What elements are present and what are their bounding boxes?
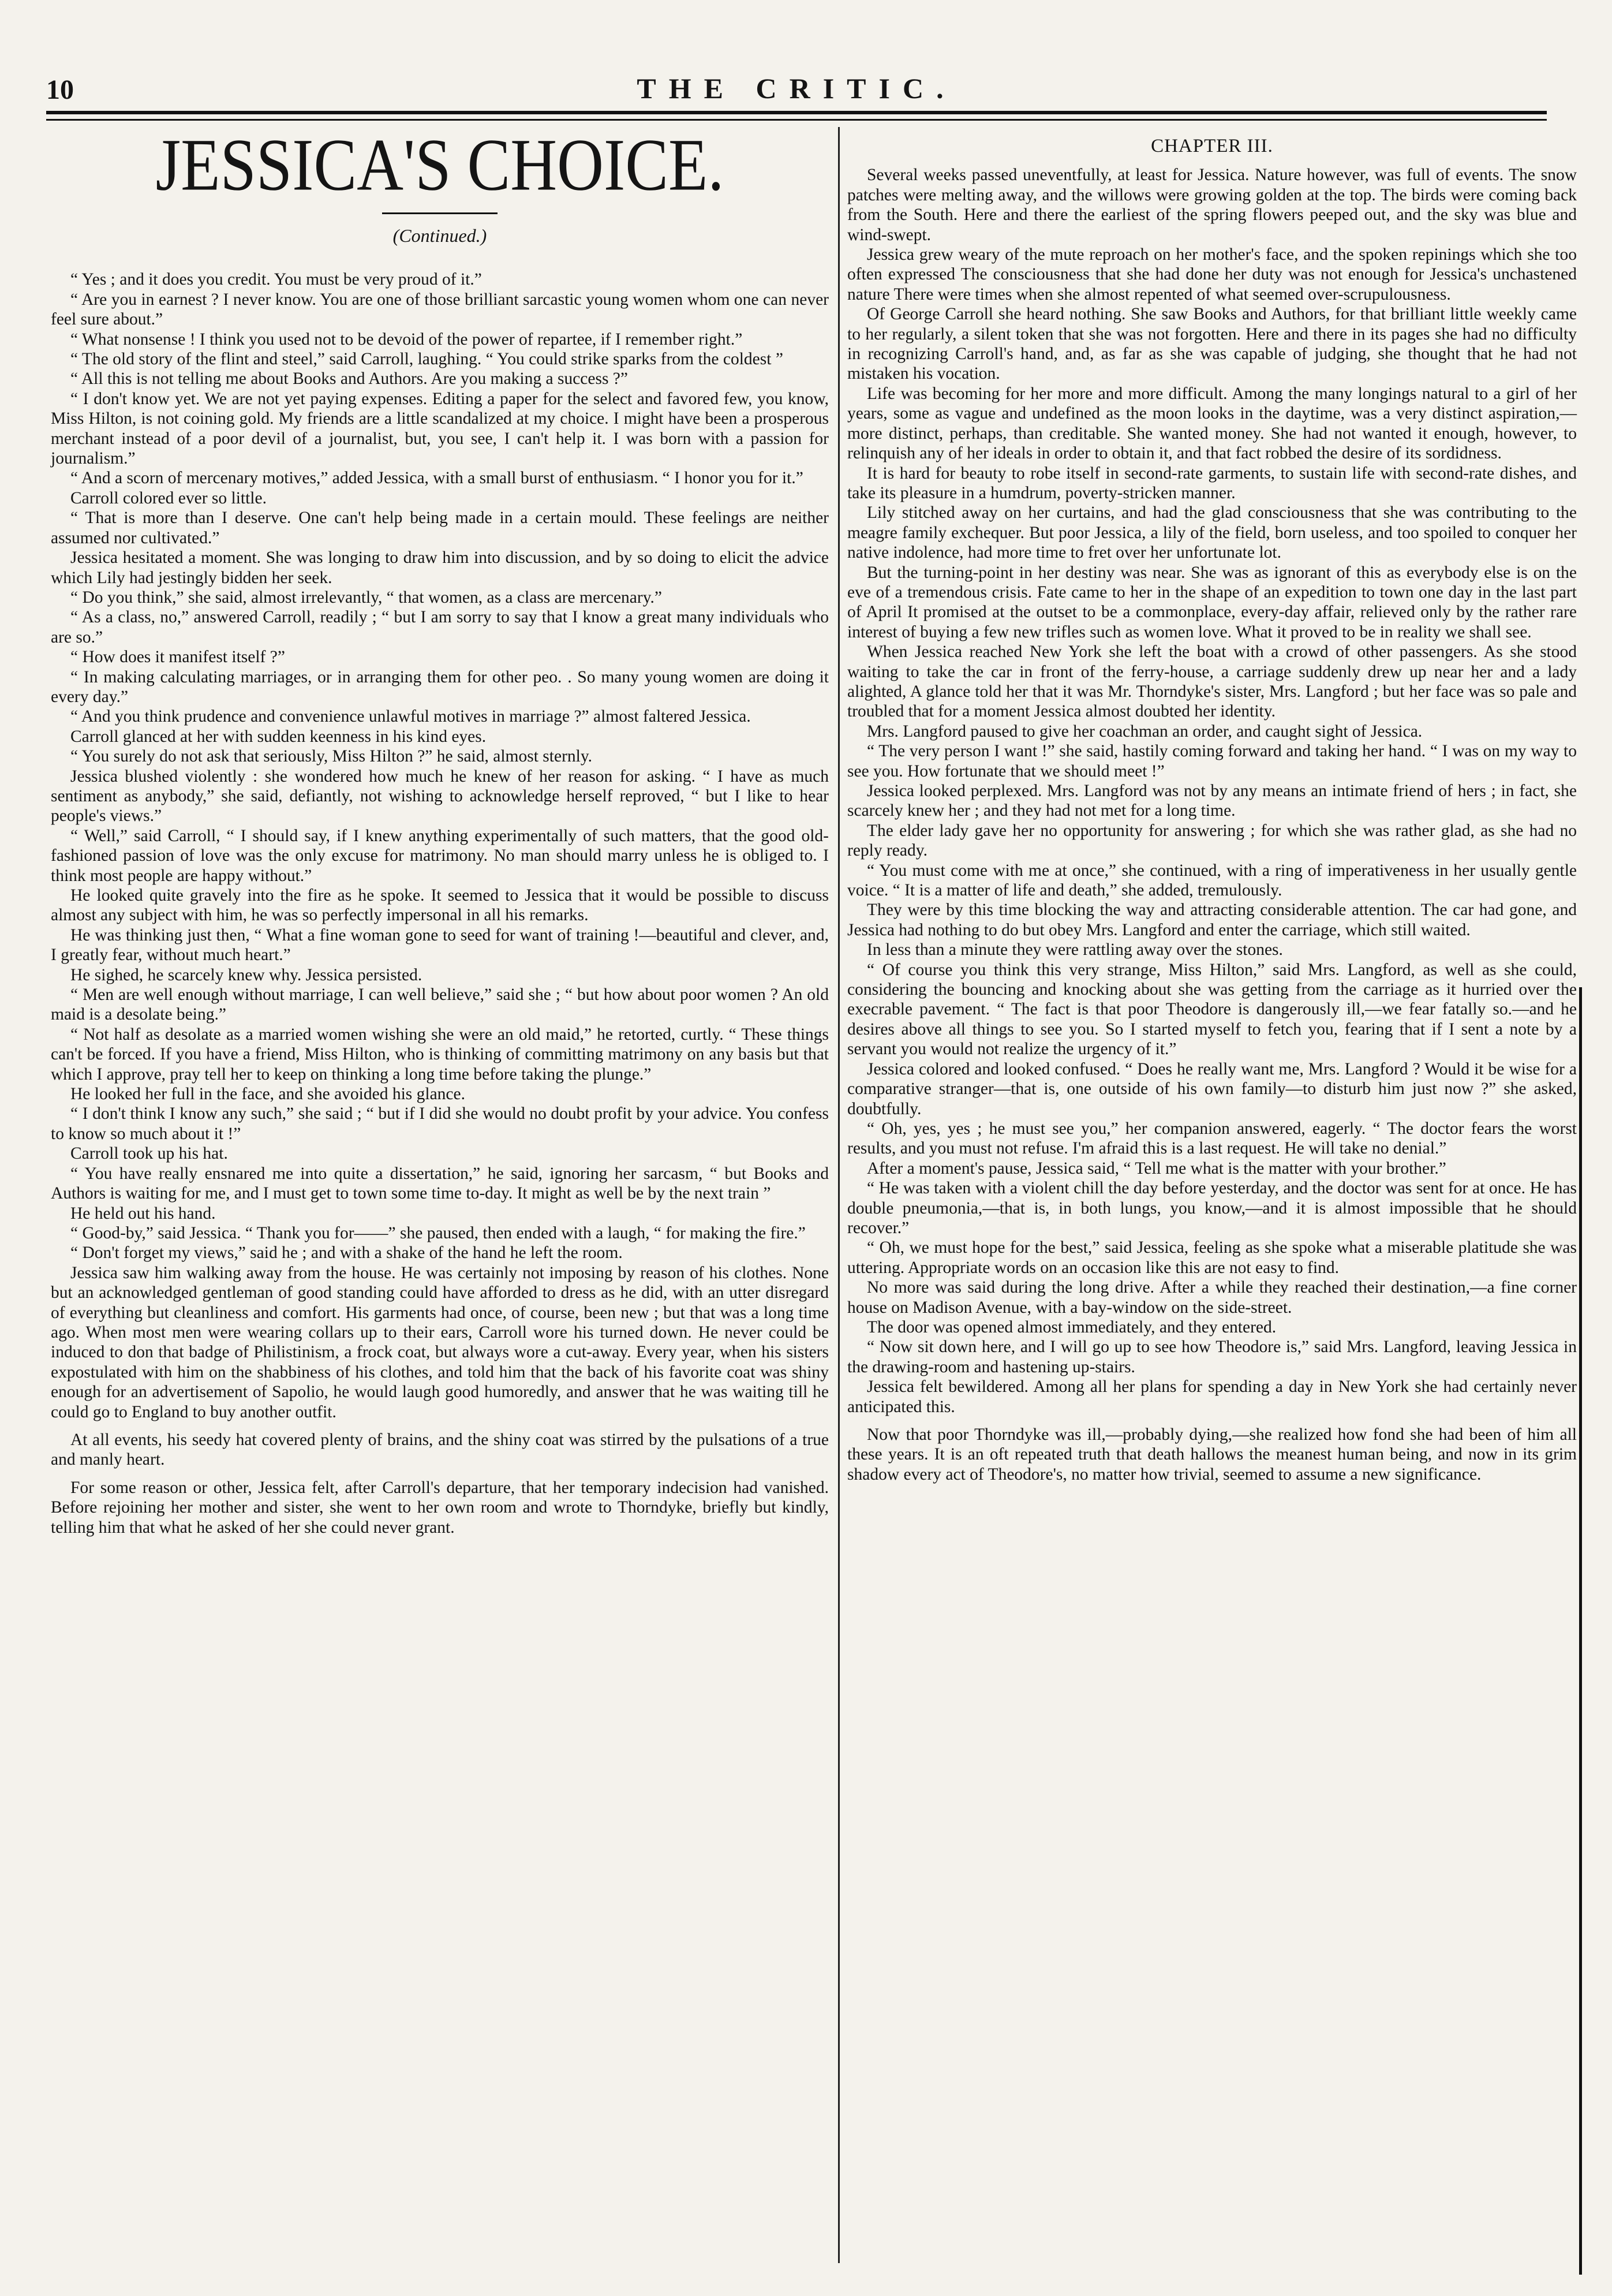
left-paragraphs <box>51 270 829 1537</box>
column-divider <box>838 127 840 2263</box>
paragraph: In less than a minute they were rattling away over the stones. <box>867 940 1283 960</box>
paragraph: Lily stitched away on her curtains, and had the glad consciousness that she was contributing to the meagre family exchequer. But poor Jessica, a lily of the field, born useless, and too spoiled to conquer her native indolence, had more time to fret over her unfortunate lot. <box>847 503 1577 562</box>
paragraph: Jessica looked perplexed. Mrs. Langford was not by any means an intimate friend of hers ; in fact, she scarcely knew her ; and they had not met for a long time. <box>847 782 1577 820</box>
paragraph: After a moment's pause, Jessica said, “ Tell me what is the matter with your brother.” <box>867 1159 1446 1178</box>
paragraph: “ Do you think,” she said, almost irrelevantly, “ that women, as a class are mercenary.” <box>70 588 663 607</box>
paragraph-gap <box>51 1422 829 1430</box>
left-column <box>51 124 829 1537</box>
paragraph: “ The very person I want !” she said, hastily coming forward and taking her hand. “ I was on my way to see you. How fortunate that we should meet !” <box>847 742 1577 781</box>
paragraph: At all events, his seedy hat covered plenty of brains, and the shiny coat was stirred by the pulsations of a true and manly heart. <box>51 1430 829 1469</box>
paragraph: But the turning-point in her destiny was near. She was as ignorant of this as everybody else is on the eve of a tremendous crisis. Fate came to her in the shape of an expedition to town one day in the last part of April It promised at the outset to be a commonplace, every-day affair, relieved only by the rather rare interest of buying a few new trifles such as women love. What it proved to be in reality we shall see. <box>847 563 1577 641</box>
paragraph: “ And a scorn of mercenary motives,” added Jessica, with a small burst of enthusiasm. “ I honor you for it.” <box>70 469 803 488</box>
right-paragraphs <box>847 165 1577 1484</box>
page-number: 10 <box>46 74 74 105</box>
paragraph: Carroll took up his hat. <box>70 1144 228 1163</box>
paragraph: “ As a class, no,” answered Carroll, readily ; “ but I am sorry to say that I know a great many individuals who are so.” <box>51 608 829 647</box>
paragraph: For some reason or other, Jessica felt, after Carroll's departure, that her temporary indecision had vanished. Before rejoining her mother and sister, she went to her own room and wrote to Thorndyke, briefly but kindly, telling him that what he asked of her she could never grant. <box>51 1478 829 1537</box>
paragraph: Jessica colored and looked confused. “ Does he really want me, Mrs. Langford ? Would it be wise for a comparative stranger—that is, one outside of his own family—to disturb him just now ?” she asked, doubtfully. <box>847 1059 1577 1118</box>
paragraph: Jessica grew weary of the mute reproach on her mother's face, and the spoken repinings which she too often expressed The consciousness that she had done her duty was not enough for Jessica's unchastened nature There were times when she almost repented of what seemed over-scrupulousness. <box>847 245 1577 304</box>
paragraph: Life was becoming for her more and more difficult. Among the many longings natural to a girl of her years, some as vague and undefined as the moon looks in the daytime, was a very distinct aspiration,—more distinct, perhaps, than creditable. She wanted money. She had not wanted it enough, however, to relinquish any of her ideals in order to obtain it, and that fact robbed the desire of its sordidness. <box>847 384 1577 463</box>
paragraph: Jessica saw him walking away from the house. He was certainly not imposing by reason of his clothes. None but an acknowledged gentleman of good standing could have afforded to dress as he did, with an utter disregard of everything but cleanliness and comfort. His garments had once, of course, been new ; but that was a long time ago. When most men were wearing collars up to their ears, Carroll wore his turned down. He never could be induced to don that badge of Philistinism, a frock coat, but always wore a cut-away. Every year, when his sisters expostulated with him on the shabbiness of his clothes, and told him that the back of his favorite coat was shiny enough for an advertisement of Sapolio, he would laugh good humoredly, and answer that he was waiting till he could go to England to buy another outfit. <box>51 1263 829 1421</box>
page-edge-bar <box>1579 987 1582 2275</box>
paragraph: He sighed, he scarcely knew why. Jessica persisted. <box>70 965 422 984</box>
paragraph: “ Are you in earnest ? I never know. You are one of those brilliant sarcastic young women whom one can never feel sure about.” <box>51 290 829 329</box>
paragraph: “ Yes ; and it does you credit. You must be very proud of it.” <box>70 270 482 289</box>
paragraph: “ Don't forget my views,” said he ; and with a shake of the hand he left the room. <box>70 1244 623 1263</box>
paragraph: Mrs. Langford paused to give her coachman an order, and caught sight of Jessica. <box>867 722 1423 741</box>
paragraph-gap <box>51 1470 829 1478</box>
story-title: JESSICA'S CHOICE. <box>155 124 724 207</box>
chapter-heading: CHAPTER III. <box>1151 136 1273 156</box>
paragraph: “ That is more than I deserve. One can't help being made in a certain mould. These feelings are neither assumed nor cultivated.” <box>51 509 829 547</box>
paragraph: “ How does it manifest itself ?” <box>70 648 285 667</box>
paragraph: “ Of course you think this very strange, Miss Hilton,” said Mrs. Langford, as well as she could, considering the bouncing and knocking about she was getting from the carriage as it hurried over the execrable pavement. “ The fact is that poor Theodore is dangerously ill,—we fear fatally so.—and he desires above all things to see you. So I started myself to fetch you, fearing that if I sent a note by a servant you would not realize the urgency of it.” <box>847 960 1577 1059</box>
paragraph: Several weeks passed uneventfully, at least for Jessica. Nature however, was full of events. The snow patches were melting away, and the willows were growing golden at the top. The birds were coming back from the South. Here and there the earliest of the spring flowers peeped out, and the sky was blue and wind-swept. <box>847 166 1577 244</box>
paragraph: Now that poor Thorndyke was ill,—probably dying,—she realized how fond she had been of him all these years. It is an oft repeated truth that death hallows the meanest human being, and now in its grim shadow every act of Theodore's, no matter how trivial, seemed to assume a new significance. <box>847 1425 1577 1484</box>
paragraph: “ In making calculating marriages, or in arranging them for other peo. . So many young women are doing it every day.” <box>51 667 829 706</box>
paragraph: The door was opened almost immediately, and they entered. <box>867 1317 1277 1336</box>
paragraph: The elder lady gave her no opportunity for answering ; for which she was rather glad, as she had no reply ready. <box>847 821 1577 860</box>
paragraph: Jessica felt bewildered. Among all her plans for spending a day in New York she had certainly never anticipated this. <box>847 1377 1577 1416</box>
paragraph: “ Now sit down here, and I will go up to see how Theodore is,” said Mrs. Langford, leaving Jessica in the drawing-room and hastening up-stairs. <box>847 1338 1577 1376</box>
paragraph: When Jessica reached New York she left the boat with a crowd of other passengers. As she stood waiting to take the car in front of the ferry-house, a carriage suddenly drew up near her and a lady alighted, A glance told her that it was Mr. Thorndyke's sister, Mrs. Langford ; but her face was so pale and troubled that for a moment Jessica almost doubted her identity. <box>847 643 1577 721</box>
header-rule-thick <box>46 111 1547 114</box>
running-title: THE CRITIC. <box>637 72 956 104</box>
header-rule-thin <box>46 119 1547 121</box>
paragraph: No more was said during the long drive. After a while they reached their destination,—a fine corner house on Madison Avenue, with a bay-window on the side-street. <box>847 1278 1577 1317</box>
paragraph: “ I don't think I know any such,” she said ; “ but if I did she would no doubt profit by your advice. You confess to know so much about it !” <box>51 1104 829 1143</box>
paragraph: It is hard for beauty to robe itself in second-rate garments, to sustain life with second-rate dishes, and take its pleasure in a humdrum, poverty-stricken manner. <box>847 464 1577 502</box>
paragraph: “ What nonsense ! I think you used not to be devoid of the power of repartee, if I remember right.” <box>70 330 743 349</box>
paragraph: He looked quite gravely into the fire as he spoke. It seemed to Jessica that it would be possible to discuss almost any subject with him, he was so perfectly impersonal in all his remarks. <box>51 886 829 925</box>
paragraph: Jessica hesitated a moment. She was longing to draw him into discussion, and by so doing to elicit the advice which Lily had jestingly bidden her seek. <box>51 548 829 587</box>
paragraph: Carroll glanced at her with sudden keenness in his kind eyes. <box>70 727 487 746</box>
continued-note: (Continued.) <box>392 225 487 246</box>
paragraph: “ Good-by,” said Jessica. “ Thank you for——” she paused, then ended with a laugh, “ for making the fire.” <box>70 1223 806 1242</box>
paragraph: Jessica blushed violently : she wondered how much he knew of her reason for asking. “ I have as much sentiment as anybody,” she said, defiantly, not wishing to acknowledge herself reproved, “ but I like to hear people's views.” <box>51 767 829 826</box>
paragraph-gap <box>847 1417 1577 1425</box>
paragraph: “ Well,” said Carroll, “ I should say, if I knew anything experimentally of such matters, that the good old-fashioned passion of love was the only excuse for matrimony. No man should marry unless he is obliged to. I think most people are happy without.” <box>51 826 829 885</box>
paragraph: He was thinking just then, “ What a fine woman gone to seed for want of training !—beautiful and clever, and, I greatly fear, without much heart.” <box>51 925 829 965</box>
paragraph: “ I don't know yet. We are not yet paying expenses. Editing a paper for the select and favored few, you know, Miss Hilton, is not coining gold. My friends are a little scandalized at my choice. I might have been a prosperous merchant instead of a poor devil of a journalist, but, you see, I can't help it. I was born with a passion for journalism.” <box>51 389 829 468</box>
paragraph: “ The old story of the flint and steel,” said Carroll, laughing. “ You could strike sparks from the coldest ” <box>70 350 783 369</box>
paragraph: “ Oh, yes, yes ; he must see you,” her companion answered, eagerly. “ The doctor fears the worst results, and you must not refuse. I'm afraid this is a last request. He will take no denial.” <box>847 1119 1577 1158</box>
paragraph: “ You have really ensnared me into quite a dissertation,” he said, ignoring her sarcasm, “ but Books and Authors is waiting for me, and I must get to town some time to-day. It might as well be by the next train ” <box>51 1164 829 1203</box>
paragraph: “ All this is not telling me about Books and Authors. Are you making a success ?” <box>70 369 628 389</box>
paragraph: Of George Carroll she heard nothing. She saw Books and Authors, for that brilliant little weekly came to her regularly, a silent token that she was not forgotten. Here and there in its pages she had no difficulty in recognizing Carroll's hand, and, as far as she was capable of judging, she thought that he had not mistaken his vocation. <box>847 305 1577 383</box>
page-header <box>46 68 1547 109</box>
paragraph: “ You surely do not ask that seriously, Miss Hilton ?” he said, almost sternly. <box>70 747 593 766</box>
paragraph: They were by this time blocking the way and attracting considerable attention. The car had gone, and Jessica had nothing to do but obey Mrs. Langford and enter the carriage, which still waited. <box>847 901 1577 939</box>
paragraph: He looked her full in the face, and she avoided his glance. <box>70 1085 465 1104</box>
paragraph: “ And you think prudence and convenience unlawful motives in marriage ?” almost faltered Jessica. <box>70 707 751 726</box>
paragraph: Carroll colored ever so little. <box>70 488 267 507</box>
paragraph: “ Men are well enough without marriage, I can well believe,” said she ; “ but how about poor women ? An old maid is a desolate being.” <box>51 985 829 1024</box>
paragraph: “ Not half as desolate as a married women wishing she were an old maid,” he retorted, curtly. “ These things can't be forced. If you have a friend, Miss Hilton, who is thinking of committing matrimony on any basis but that which I approve, pray tell her to keep on thinking a long time before taking the plunge.” <box>51 1025 829 1084</box>
title-rule <box>382 212 498 214</box>
paragraph: He held out his hand. <box>70 1204 216 1223</box>
paragraph: “ He was taken with a violent chill the day before yesterday, and the doctor was sent for at once. He has double pneumonia,—that is, in both lungs, you know,—and it is almost impossible that he should recover.” <box>847 1179 1577 1237</box>
paragraph: “ Oh, we must hope for the best,” said Jessica, feeling as she spoke what a miserable platitude she was uttering. Appropriate words on an occasion like this are not easy to find. <box>847 1238 1577 1277</box>
paragraph: “ You must come with me at once,” she continued, with a ring of imperativeness in her usually gentle voice. “ It is a matter of life and death,” she added, tremulously. <box>847 861 1577 900</box>
right-column <box>847 136 1577 1484</box>
